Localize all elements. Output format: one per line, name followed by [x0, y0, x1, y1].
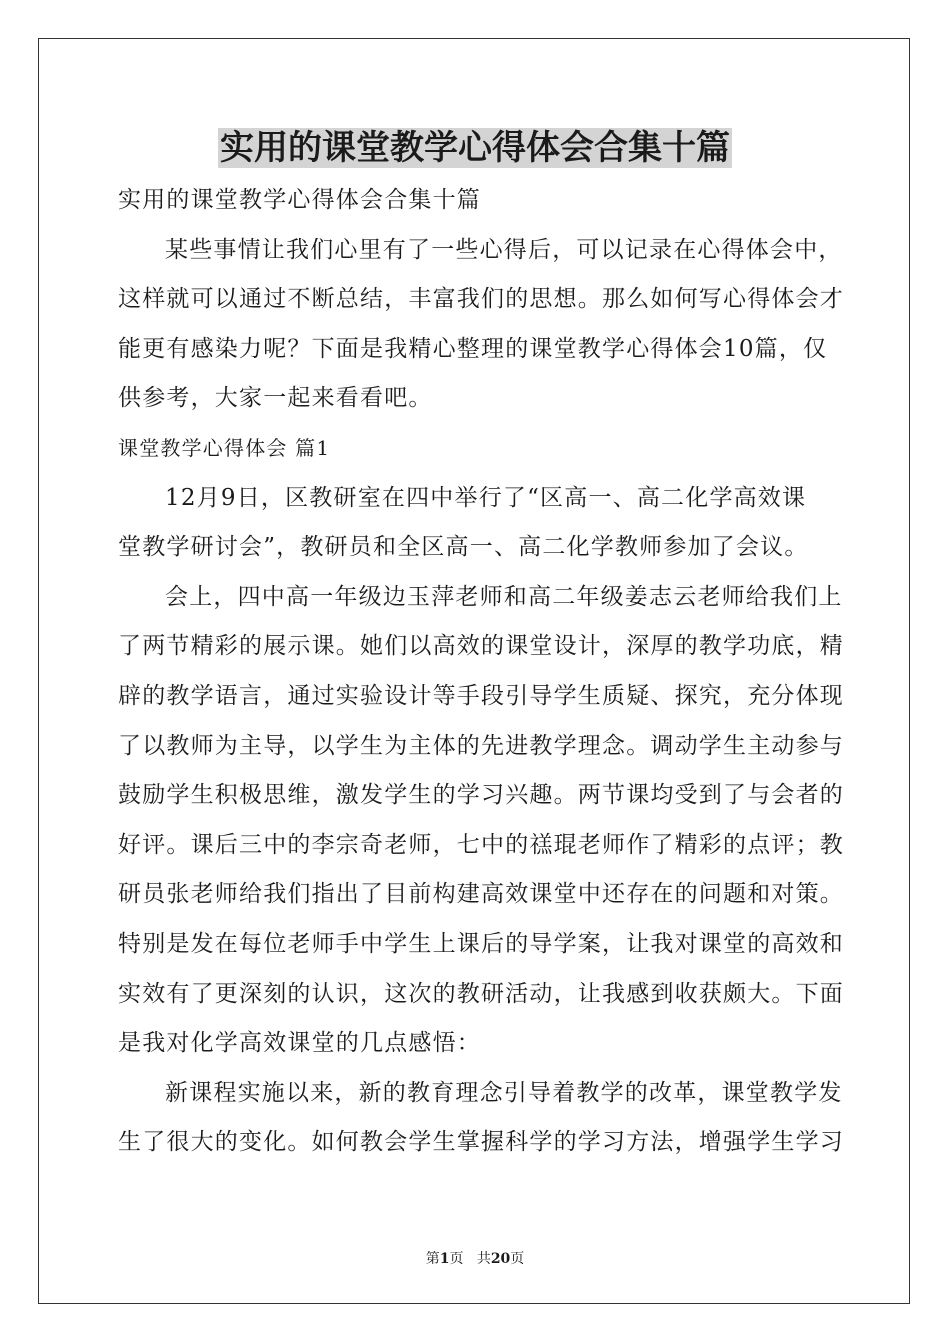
body-text-line: 辟的教学语言，通过实验设计等手段引导学生质疑、探究，充分体现: [118, 682, 844, 709]
body-text-line: 实效有了更深刻的认识，这次的教研活动，让我感到收获颇大。下面: [118, 980, 844, 1007]
document-subtitle: 实用的课堂教学心得体会合集十篇: [118, 187, 481, 213]
body-text-line: 好评。课后三中的李宗奇老师，七中的禚琨老师作了精彩的点评；教: [118, 831, 844, 858]
body-text-line: 堂教学研讨会”，教研员和全区高一、高二化学教师参加了会议。: [118, 534, 809, 561]
body-text-line: 会上，四中高一年级边玉萍老师和高二年级姜志云老师给我们上: [165, 583, 843, 610]
body-text-line: 某些事情让我们心里有了一些心得后，可以记录在心得体会中，: [165, 236, 843, 263]
body-text-line: 能更有感染力呢？下面是我精心整理的课堂教学心得体会10篇，仅: [118, 335, 828, 362]
body-text-line: 研员张老师给我们指出了目前构建高效课堂中还存在的问题和对策。: [118, 881, 844, 908]
body-text-line: 这样就可以通过不断总结，丰富我们的思想。那么如何写心得体会才: [118, 286, 844, 313]
total-pages: 20: [490, 1251, 511, 1267]
section-heading: 课堂教学心得体会 篇1: [118, 435, 331, 460]
body-text-line: 新课程实施以来，新的教育理念引导着教学的改革，课堂教学发: [165, 1079, 843, 1106]
body-text-line: 了两节精彩的展示课。她们以高效的课堂设计，深厚的教学功底，精: [118, 633, 844, 660]
body-text-line: 鼓励学生积极思维，激发学生的学习兴趣。两节课均受到了与会者的: [118, 782, 844, 809]
body-text-line: 供参考，大家一起来看看吧。: [118, 385, 433, 412]
body-text-line: 了以教师为主导，以学生为主体的先进教学理念。调动学生主动参与: [118, 732, 844, 759]
body-text-line: 是我对化学高效课堂的几点感悟：: [118, 1030, 481, 1057]
page-footer: [0, 1249, 950, 1269]
page-number-suffix: 页: [449, 1251, 464, 1267]
document-title-text: 实用的课堂教学心得体会合集十篇: [220, 128, 730, 168]
total-pages-suffix: 页: [510, 1251, 525, 1267]
total-pages-prefix: 共: [476, 1251, 491, 1267]
page-number: 1: [439, 1251, 450, 1267]
document-body: [118, 176, 844, 1168]
page-number-prefix: 第: [425, 1251, 440, 1267]
document-title: [0, 124, 950, 172]
body-text-line: 特别是发在每位老师手中学生上课后的导学案，让我对课堂的高效和: [118, 930, 844, 957]
body-text-line: 12月9日，区教研室在四中举行了“区高一、高二化学高效课: [165, 484, 807, 511]
body-text-line: 生了很大的变化。如何教会学生掌握科学的学习方法，增强学生学习: [118, 1129, 844, 1156]
